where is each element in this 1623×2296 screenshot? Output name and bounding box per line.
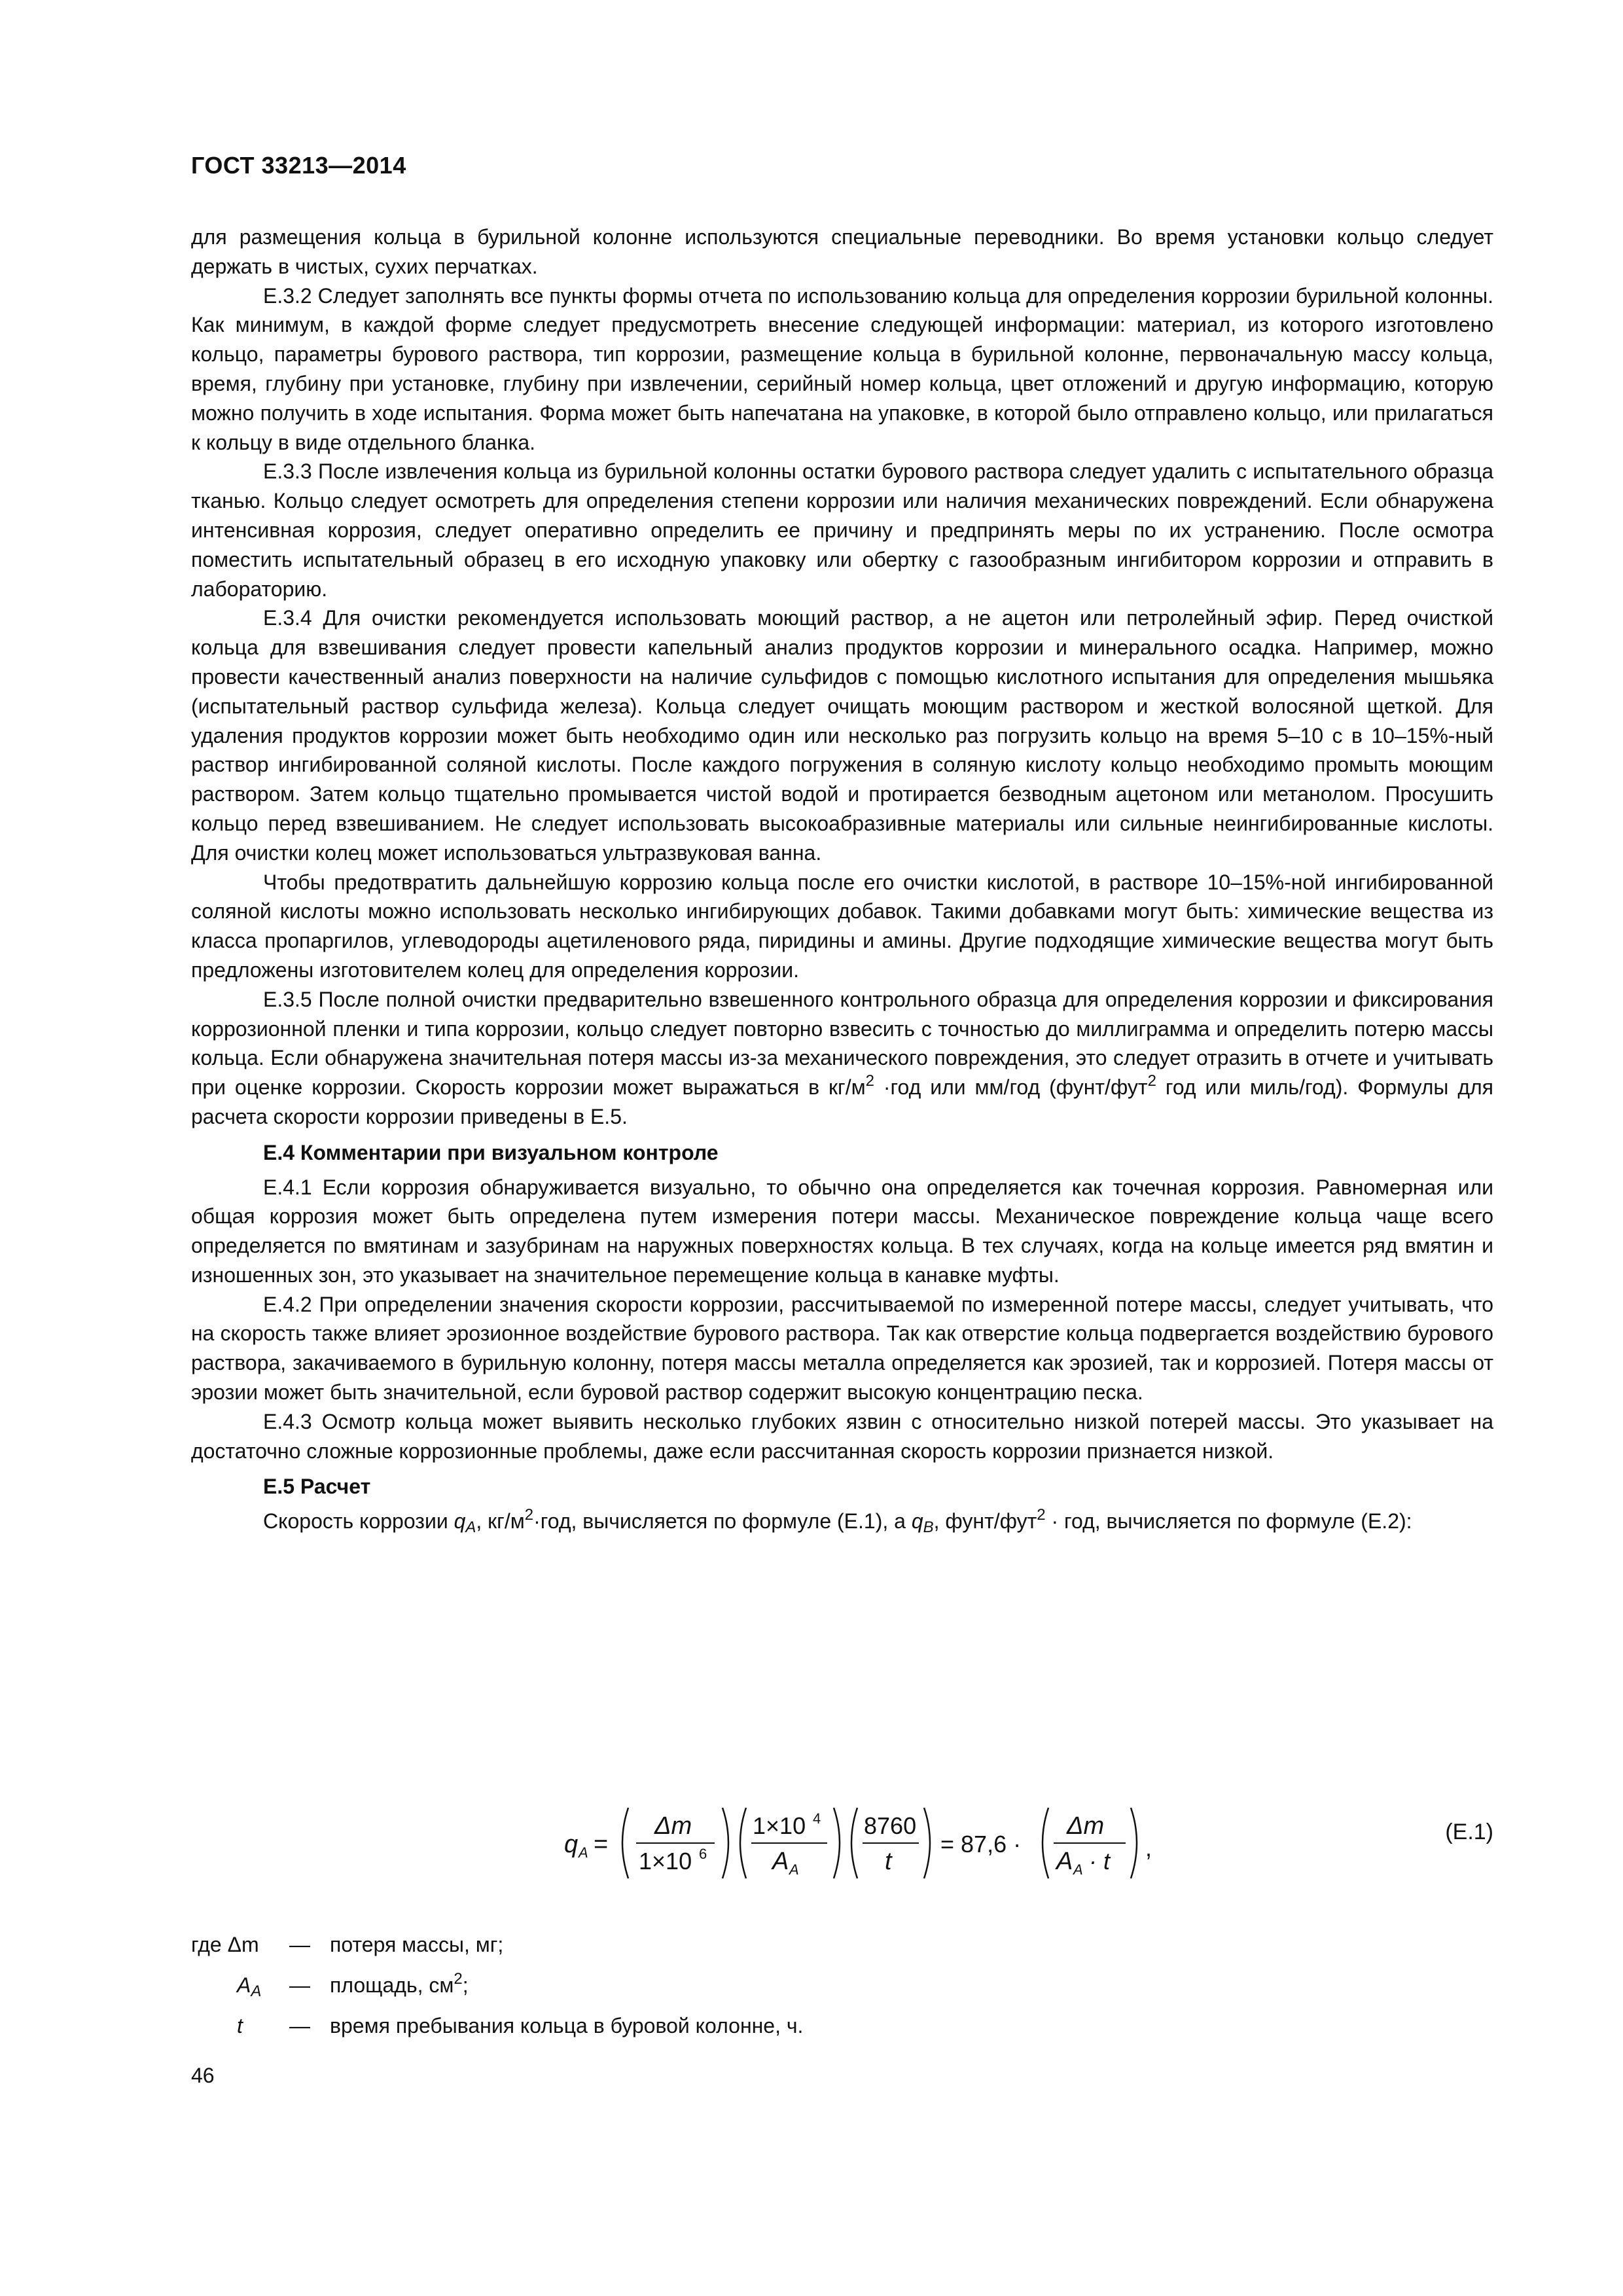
symbol-q: q <box>911 1509 923 1534</box>
definition-text: время пребывания кольца в буровой колонне, ч. <box>330 2014 804 2037</box>
equation-number: (Е.1) <box>1445 1820 1493 1844</box>
paren-left <box>1043 1808 1048 1878</box>
symbol-q: q <box>454 1509 466 1534</box>
formula-num: 8760 <box>864 1812 917 1839</box>
definition-dash: — <box>289 1933 310 1956</box>
page-number: 46 <box>191 2064 215 2087</box>
superscript: 2 <box>524 1506 534 1524</box>
formula-exp: 6 <box>699 1846 707 1862</box>
paragraph-e32: Е.3.2 Следует заполнять все пункты формы отчета по использованию кольца для определения коррозии бурильной колонны. Как минимум, в каждой форме следует предусмотреть внесение следующей информации: материал, из которого изготовлено кольцо, параметры бурового раствора, тип коррозии, размещение кольца в бурильной колонне, первоначальную массу кольца, время, глубину при установке, глубину при извлечении, серийный номер кольца, цвет отложений и другую информацию, которую можно получить в ходе испытания. Форма может быть напечатана на упаковке, в которой было отправлено кольцо, или прилагаться к кольцу в виде отдельного бланка. <box>191 283 1493 454</box>
definition-symbol: где Δm <box>191 1933 259 1956</box>
formula-sub: A <box>579 1844 588 1861</box>
paren-right <box>834 1808 840 1878</box>
text-run: · год, вычисляется по формуле (Е.2): <box>1045 1509 1412 1534</box>
paren-right <box>1131 1808 1137 1878</box>
formula-A: A <box>1056 1848 1073 1875</box>
formula-num: 1×10 <box>753 1812 806 1839</box>
formula-coef: = 87,6 · <box>940 1831 1022 1857</box>
formula-A: A <box>772 1848 789 1875</box>
formula-e1 <box>191 1793 1493 1892</box>
definition-text: потеря массы, мг; <box>330 1933 504 1956</box>
text-run: ·год или мм/год (фунт/фут <box>883 1075 1148 1100</box>
paragraph: для размещения кольца в бурильной колонне используются специальные переводники. Во время установки кольцо следует держать в чистых, сухих перчатках. <box>191 225 1493 278</box>
paragraph-inhibitors: Чтобы предотвратить дальнейшую коррозию кольца после его очистки кислотой, в растворе 10–15%-ной ингибированной соляной кислоты можно использовать несколько ингибирующих добавок. Такими добавками могут быть: химические вещества из класса пропаргилов, углеводороды ацетиленового ряда, пиридины и амины. Другие подходящие химические вещества могут быть предложены изготовителем колец для определения коррозии. <box>191 870 1493 982</box>
text-run: год или миль/год). Формулы для расчета скорости коррозии приведены в Е.5. <box>191 1075 1493 1128</box>
definition-symbol: t <box>237 2014 243 2037</box>
text-run: , фунт/фут <box>933 1509 1037 1534</box>
formula-t: t <box>885 1848 892 1875</box>
text-run: Скорость коррозии <box>263 1509 454 1534</box>
definition-dash: — <box>289 1973 310 1997</box>
formula-q: q <box>564 1831 579 1858</box>
document-body <box>191 223 1493 1536</box>
definition-symbol: $A_A$ <box>237 1973 262 2000</box>
formula-graphic <box>191 1793 1493 1892</box>
formula-sub: A <box>1073 1861 1083 1878</box>
superscript: 2 <box>1147 1071 1156 1090</box>
paragraph-e35 <box>191 985 1493 1132</box>
paragraph-e42: Е.4.2 При определении значения скорости коррозии, рассчитываемой по измеренной потере массы, следует учитывать, что на скорость также влияет эрозионное воздействие бурового раствора. Так как отверстие кольца подвергается воздействию бурового раствора, закачиваемого в бурильную колонну, потеря массы металла определяется как эрозией, так и коррозией. Потеря массы от эрозии может быть значительной, если буровой раствор содержит высокую концентрацию песка. <box>191 1292 1493 1405</box>
formula-dot-t: · t <box>1089 1848 1110 1874</box>
definition-text: площадь, $см^2$; <box>330 1969 469 1997</box>
paragraph-e41: Е.4.1 Если коррозия обнаруживается визуально, то обычно она определяется как точечная коррозия. Равномерная или общая коррозия может быть определена путем измерения потери массы. Механическое повреждение кольца чаще всего определяется по вмятинам и зазубринам на наружных поверхностях кольца. В тех случаях, когда на кольце имеется ряд вмятин и изношенных зон, это указывает на значительное перемещение кольца в канавке муфты. <box>191 1175 1493 1287</box>
text-run: ·год, вычисляется по формуле (Е.1), а <box>533 1509 912 1534</box>
formula-comma: , <box>1145 1835 1152 1861</box>
formula-exp: 4 <box>813 1810 821 1827</box>
paren-left <box>622 1808 628 1878</box>
paren-left <box>851 1808 857 1878</box>
paren-right <box>924 1808 930 1878</box>
formula-dm: Δm <box>654 1812 692 1840</box>
formula-eq: = <box>594 1831 609 1858</box>
superscript: 2 <box>1037 1506 1046 1524</box>
paren-right <box>722 1808 728 1878</box>
subscript: B <box>923 1518 934 1537</box>
text-run: Е.3.5 После полной очистки предварительно взвешенного контрольного образца для определения коррозии и фиксирования коррозионной пленки и типа коррозии, кольцо следует повторно взвесить с точностью до миллиграмма и определить потерю массы кольца. Если обнаружена значительная потеря массы из-за механического повреждения, это следует отразить в отчете и учитывать при оценке коррозии. Скорость коррозии может выражаться в кг/м <box>191 987 1493 1100</box>
formula-dm: Δm <box>1067 1812 1105 1840</box>
formula-den: 1×10 <box>639 1848 692 1874</box>
section-heading-e4: Е.4 Комментарии при визуальном контроле <box>263 1140 719 1164</box>
subscript: A <box>465 1518 476 1537</box>
paragraph-e34: Е.3.4 Для очистки рекомендуется использовать моющий раствор, а не ацетон или петролейный эфир. Перед очисткой кольца для взвешивания следует провести капельный анализ продуктов коррозии и минерального осадка. Например, можно провести качественный анализ поверхности на наличие сульфидов с помощью кислотного испытания для определения мышьяка (испытательный раствор сульфида железа). Кольца следует очищать моющим раствором и жесткой волосяной щеткой. Для удаления продуктов коррозии может быть необходимо один или несколько раз погрузить кольцо на время 5–10 с в 10–15%-ный раствор ингибированной соляной кислоты. После каждого погружения в соляную кислоту кольцо необходимо промыть моющим раствором. Затем кольцо тщательно промывается чистой водой и протирается безводным ацетоном или метанолом. Просушить кольцо перед взвешиванием. Не следует использовать высокоабразивные материалы или сильные неингибированные кислоты. Для очистки колец может использоваться ультразвуковая ванна. <box>191 606 1493 865</box>
document-header: ГОСТ 33213—2014 <box>191 152 406 179</box>
paragraph-e33: Е.3.3 После извлечения кольца из бурильной колонны остатки бурового раствора следует удалить с испытательного образца тканью. Кольцо следует осмотреть для определения степени коррозии или наличия механических повреждений. Если обнаружена интенсивная коррозия, следует оперативно определить ее причину и предпринять меры по их устранению. После осмотра поместить испытательный образец в его исходную упаковку или обертку с газообразным ингибитором коррозии и отправить в лабораторию. <box>191 459 1493 601</box>
paren-left <box>740 1808 746 1878</box>
definition-dash: — <box>289 2014 310 2037</box>
section-heading-e5: Е.5 Расчет <box>263 1475 371 1499</box>
text-run: , кг/м <box>476 1509 525 1534</box>
paragraph-e43: Е.4.3 Осмотр кольца может выявить несколько глубоких язвин с относительно низкой потерей массы. Это указывает на достаточно сложные коррозионные проблемы, даже если рассчитанная скорость коррозии признается низкой. <box>191 1409 1493 1463</box>
paragraph-e5-intro <box>191 1507 1493 1536</box>
superscript: 2 <box>865 1071 874 1090</box>
formula-sub: A <box>789 1861 799 1878</box>
